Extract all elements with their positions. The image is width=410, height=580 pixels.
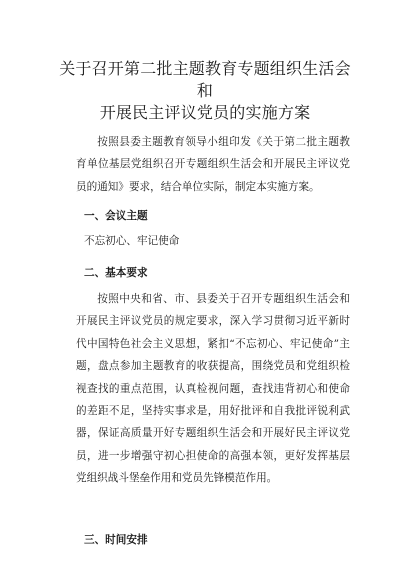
section-heading-2: 二、基本要求: [84, 267, 148, 279]
intro-paragraph: 按照县委主题教育领导小组印发《关于第二批主题教育单位基层党组织召开专题组织生活会和开展民主评议党员的通知》要求，结合单位实际，制定本实施方案。: [76, 136, 350, 193]
section-body-1: 不忘初心、牢记使命: [84, 235, 180, 247]
section-heading-1: 一、会议主题: [84, 210, 148, 222]
section-body-2: 按照中央和省、市、县委关于召开专题组织生活会和开展民主评议党员的规定要求，深入学习贯彻习近平新时代中国特色社会主义思想，紧扣“不忘初心、牢记使命”主题，盘点参加主题教育的收获提高，围绕党员和党组织检视查找的重点范围，认真检视问题，查找违背初心和使命的差距不足，坚持实事求是，用好批评和自我批评锐利武器，保证高质量开好专题组织生活会和开展好民主评议党员，进一步增强守初心担使命的高强本领，更好发挥基层党组织战斗堡垒作用和党员先锋模范作用。: [76, 293, 350, 485]
document-title-line-1: 关于召开第二批主题教育专题组织生活会: [59, 59, 351, 78]
document-title-line-2: 和: [196, 81, 214, 100]
section-heading-3: 三、时间安排: [84, 534, 148, 546]
document-title-line-3: 开展民主评议党员的实施方案: [99, 103, 311, 122]
